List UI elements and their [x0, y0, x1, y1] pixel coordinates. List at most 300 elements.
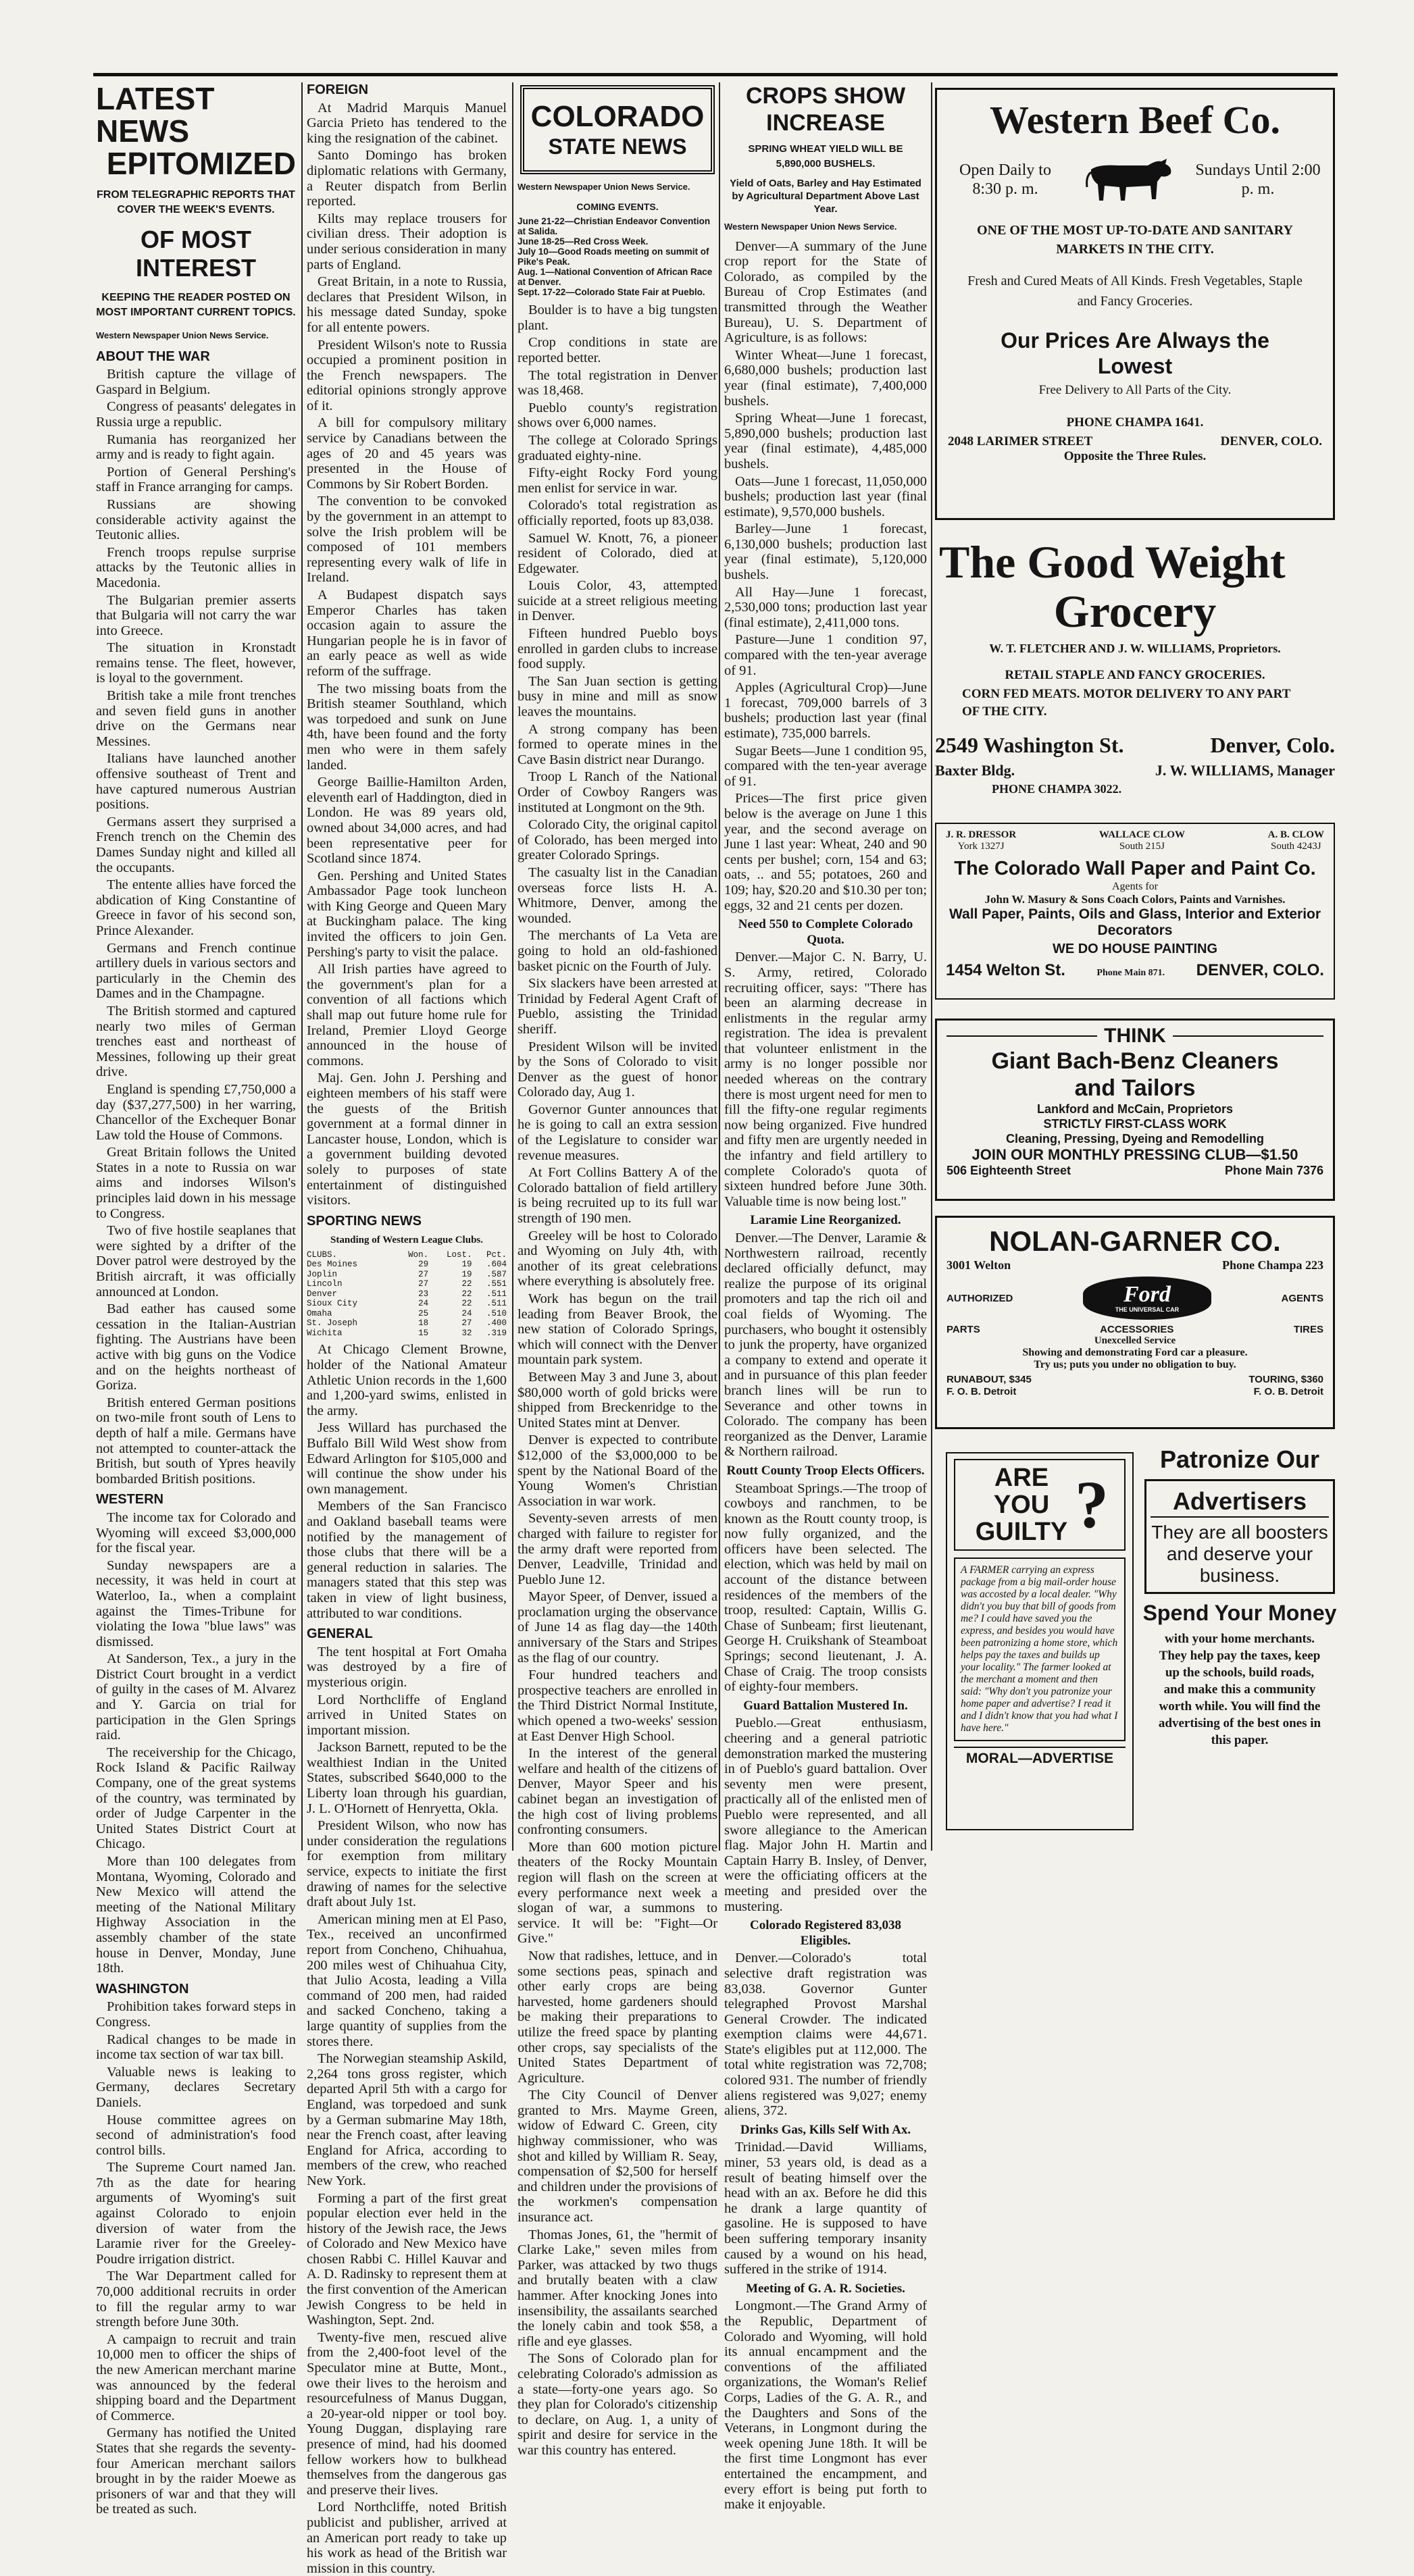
- news-item: More than 600 motion picture theaters of the Rocky Mountain region will flash on the screen at every performance next week a slogan of war, a summons to service. It will be: "Fight—Or Give.": [517, 1839, 717, 1947]
- headline-epitomized: EPITOMIZED: [106, 146, 296, 181]
- ad-spend-heading: Spend Your Money: [1142, 1601, 1337, 1625]
- news-item: The situation in Kronstadt remains tense. The fleet, however, is loyal to the government.: [96, 640, 296, 686]
- news-item: Louis Color, 43, attempted suicide at a street religious meeting in Denver.: [517, 578, 717, 624]
- news-item: Barley—June 1 forecast, 6,130,000 bushels; production last year (final estimate), 5,120,000 bushels.: [724, 521, 927, 583]
- news-item: Colorado's total registration as officially reported, foots up 83,038.: [517, 498, 717, 528]
- ad-grocery-bldg-row: [935, 762, 1335, 779]
- ford-logo-sub: THE UNIVERSAL CAR: [1115, 1306, 1180, 1313]
- coming-events-list: [517, 216, 717, 297]
- news-item: Valuable news is leaking to Germany, declares Secretary Daniels.: [96, 2064, 296, 2110]
- cell: 22: [461, 1279, 472, 1289]
- news-item: All Hay—June 1 forecast, 2,530,000 tons; production last year (final estimate), 2,411,000 tons.: [724, 584, 927, 630]
- cell: 32: [461, 1328, 472, 1338]
- news-item: Members of the San Francisco and Oakland baseball teams were notified by the management of those clubs that there will be a general reduction in salaries. The managers stated that this step was taken in view of light business, attributed to war conditions.: [307, 1499, 507, 1621]
- ad-guilty-story: A FARMER carrying an express package from a big mail-order house was accosted by a local dealer. "Why didn't you buy that bill of goods from me? I could have saved you the express, and besides you would have been patronizing a home store, which helps pay the taxes and builds up your locality." The farmer looked at the merchant a moment and then said: "Why don't you patronize your home paper and advertise? I read it and I didn't know that you had what I have here.": [954, 1557, 1126, 1741]
- news-item: Pueblo county's registration shows over 6,000 names.: [517, 400, 717, 431]
- ad-nolan-touring: [1248, 1374, 1323, 1398]
- cell: .551: [486, 1279, 507, 1289]
- subhead-gar-meeting: Meeting of G. A. R. Societies.: [746, 2281, 905, 2296]
- event-item: June 21-22—Christian Endeavor Convention at Salida.: [517, 216, 711, 237]
- news-item: The Sons of Colorado plan for celebrating Colorado's admission as a state—forty-one years ago. So they plan for Colorado's citizenship to declare, on Aug. 1, a unity of spirit and desire for service in the war this country has entered.: [517, 2351, 717, 2458]
- article-text: Denver.—The Denver, Laramie & Northwestern railroad, recently declared officially defunct, may realize the purpose of its original promoters and tap the rich oil and coal fields of Wyoming. The purchasers, who bought it ostensibly to junk the property, have organized a company to extend and operate it and in pursuance of this plan feeder branch lines will be run to Severance and other towns in Colorado. The company has been reorganized as the Denver, Laramie & Northern railroad.: [724, 1231, 927, 1460]
- standings-header: [307, 1250, 507, 1260]
- news-item: At Chicago Clement Browne, holder of the National Amateur Athletic Union records in the 1,600 and 1,200-yard swims, enlisted in the army.: [307, 1342, 507, 1418]
- ford-logo: [1083, 1277, 1211, 1320]
- ad-paint-name: The Colorado Wall Paper and Paint Co.: [954, 858, 1316, 879]
- news-item: The Bulgarian premier asserts that Bulgaria will not carry the war into Greece.: [96, 592, 296, 638]
- cell: 19: [461, 1260, 472, 1270]
- deck-spring-wheat: SPRING WHEAT YIELD WILL BE 5,890,000 BUSHELS.: [748, 143, 903, 170]
- column-colorado-state-news: [517, 82, 717, 2458]
- ad-beef-name: Western Beef Co.: [989, 98, 1281, 142]
- top-rule: [93, 73, 1338, 76]
- steer-icon: [1078, 149, 1179, 210]
- price-label: TOURING, $360: [1248, 1374, 1323, 1385]
- ad-beef-address-row: [948, 434, 1322, 449]
- news-item: Thomas Jones, 61, the "hermit of Clarke Lake," seven miles from Parker, was attacked by two thugs and brutally beaten with a claw hammer. After knocking Jones into insensibility, the assailants searched the lonely cabin and took $58, a rifle and eye glasses.: [517, 2227, 717, 2349]
- washington-items: [96, 1999, 296, 2517]
- news-item: Work has begun on the trail leading from Beaver Brook, the new station of Colorado Springs, which will connect with the Denver mountain park system.: [517, 1291, 717, 1368]
- ad-grocery-address: 2549 Washington St.: [935, 733, 1124, 757]
- ad-paint-address-row: [946, 961, 1324, 980]
- news-item: A strong company has been formed to operate mines in the Cave Basin district near Durango.: [517, 721, 717, 767]
- ad-grocery-address-row: [935, 733, 1335, 758]
- cell: 27: [461, 1318, 472, 1329]
- section-washington: WASHINGTON: [96, 1981, 189, 1997]
- ad-guilty-moral: MORAL—ADVERTISE: [954, 1747, 1126, 1767]
- news-item: Fifteen hundred Pueblo boys enrolled in garden clubs to increase food supply.: [517, 626, 717, 672]
- partner-phone: South 4243J: [1271, 841, 1321, 852]
- ad-bach-services: Cleaning, Pressing, Dyeing and Remodelling: [1005, 1132, 1265, 1145]
- news-item: At Sanderson, Tex., a jury in the District Court brought in a verdict of guilty in the cases of M. Alvarez and Y. Garcia on trial for participation in the Glen Springs raid.: [96, 1651, 296, 1743]
- sport-items: [307, 1342, 507, 1621]
- ad-patronize-heading: Patronize Our: [1159, 1445, 1320, 1473]
- ad-bach-name2: and Tailors: [1074, 1075, 1196, 1101]
- news-item: George Baillie-Hamilton Arden, eleventh earl of Haddington, died in London. He was 89 years old, owned about 34,000 acres, and had been representative peer for Scotland since 1874.: [307, 775, 507, 867]
- news-item: Fifty-eight Rocky Ford young men enlist for service in war.: [517, 465, 717, 496]
- news-item: Two of five hostile seaplanes that were sighted by a drifter of the Dover patrol were destroyed by the British aircraft, it was officially announced at London.: [96, 1223, 296, 1299]
- news-item: At Madrid Marquis Manuel Garcia Prieto has tendered to the king the resignation of the cabinet.: [307, 100, 507, 146]
- news-item: Greeley will be host to Colorado and Wyoming on July 4th, with another of its great celebrations where everything is absolutely free.: [517, 1228, 717, 1289]
- ad-bach-address-row: [946, 1164, 1323, 1178]
- cell: 18: [418, 1318, 429, 1329]
- ad-beef-phone: PHONE CHAMPA 1641.: [1066, 415, 1204, 430]
- news-item: Colorado City, the original capitol of Colorado, has been merged into greater Colorado Springs.: [517, 817, 717, 863]
- news-item: Prohibition takes forward steps in Congress.: [96, 1999, 296, 2030]
- war-items: [96, 367, 296, 1487]
- ad-nolan-showing: Showing and demonstrating Ford car a pleasure.: [1022, 1347, 1248, 1358]
- section-sporting-news: SPORTING NEWS: [307, 1213, 422, 1229]
- ad-nolan-parts-row: [946, 1324, 1323, 1335]
- news-item: A campaign to recruit and train 10,000 men to officer the ships of the new American merchant marine was announced by the federal shipping board and the Department of Commerce.: [96, 2332, 296, 2423]
- ad-beef-city: DENVER, COLO.: [1220, 434, 1322, 448]
- article-text: Steamboat Springs.—The troop of cowboys and ranchmen, to be known as the Routt county troop, is now fully organized, and the officers have been selected. The election, which was held by mail on account of the distance between residences of the members of the troop, resulted: Captain, Willis G. Chase of Sunbeam; first lieutenant, George H. Cruikshank of Steamboat Springs; second lieutenant, J. A. Chase of Craig. The troop consists of eighty-four members.: [724, 1480, 927, 1695]
- ad-nolan-try: Try us; puts you under no obligation to buy.: [1034, 1359, 1236, 1370]
- news-item: Santo Domingo has broken diplomatic relations with Germany, a Reuter dispatch from Berlin reported.: [307, 148, 507, 209]
- deck-keeping-posted: KEEPING THE READER POSTED ON MOST IMPORTANT CURRENT TOPICS.: [96, 292, 296, 318]
- event-item: Aug. 1—National Convention of African Race at Denver.: [517, 267, 713, 288]
- news-item: Spring Wheat—June 1 forecast, 5,890,000 bushels; production last year (final estimate), 4,485,000 bushels.: [724, 411, 927, 471]
- partner-phone: York 1327J: [957, 841, 1005, 852]
- standings-table: [307, 1250, 507, 1339]
- news-item: Pasture—June 1 condition 97, compared with the ten-year average of 91.: [724, 632, 927, 678]
- news-item: The college at Colorado Springs graduated eighty-nine.: [517, 432, 717, 463]
- news-item: Troop L Ranch of the National Order of Cowboy Rangers was instituted at Longmont on the 9th.: [517, 769, 717, 815]
- ad-paint-house: WE DO HOUSE PAINTING: [1052, 942, 1218, 956]
- ad-patronize-box: [1144, 1479, 1335, 1594]
- ad-paint-partner: [946, 829, 1016, 852]
- deck-telegraphic: FROM TELEGRAPHIC REPORTS THAT COVER THE WEEK'S EVENTS.: [97, 189, 295, 215]
- news-item: All Irish parties have agreed to the government's plan for a convention of all factions which shall map out future home rule for Ireland, Premier Lloyd George announced in the house of commons.: [307, 962, 507, 1068]
- ad-beef-prices: Our Prices Are Always the Lowest: [1001, 328, 1269, 378]
- news-item: Samuel W. Knott, 76, a pioneer resident of Colorado, died at Edgewater.: [517, 530, 717, 576]
- news-item: British take a mile front trenches and seven field guns in another drive on the Germans near Messines.: [96, 688, 296, 749]
- cell: .511: [486, 1289, 507, 1299]
- masthead-colorado-state-news: [520, 85, 715, 174]
- news-item: The total registration in Denver was 18,468.: [517, 367, 717, 398]
- event-item: June 18-25—Red Cross Week.: [517, 236, 649, 247]
- column-rule: [301, 82, 303, 1851]
- column-crops: [724, 82, 927, 2513]
- news-item: Oats—June 1 forecast, 11,050,000 bushels; production last year (final estimate), 9,570,000 bushels.: [724, 473, 927, 519]
- cell: .510: [486, 1308, 507, 1318]
- news-item: Italians have launched another offensive southeast of Trent and have captured numerous Austrian positions.: [96, 751, 296, 813]
- news-item: Winter Wheat—June 1 forecast, 6,680,000 bushels; production last year (final estimate), 7,400,000 bushels.: [724, 347, 927, 409]
- news-item: Jackson Barnett, reputed to be the wealthiest Indian in the United States, subscribed $640,000 to the Liberty loan through his guardian, J. L. O'Hornett of Henryetta, Okla.: [307, 1740, 507, 1816]
- news-item: Four hundred teachers and prospective teachers are enrolled in the Third District Normal Institute, which opened a two-weeks' session at East Denver High School.: [517, 1668, 717, 1744]
- cell: 27: [418, 1279, 429, 1289]
- header-cell: CLUBS.: [307, 1250, 338, 1260]
- table-row: [307, 1289, 507, 1299]
- subhead-need-550: Need 550 to Complete Colorado Quota.: [738, 917, 913, 947]
- column-latest-news: [96, 81, 296, 2517]
- ad-bach-phone: Phone Main 7376: [1224, 1164, 1323, 1177]
- ad-grocery-city: Denver, Colo.: [1210, 733, 1335, 757]
- price-fob: F. O. B. Detroit: [946, 1386, 1017, 1397]
- ad-bach-benz-cleaners: [935, 1019, 1335, 1201]
- ad-nolan-address-row: [946, 1258, 1323, 1272]
- cell: 15: [418, 1328, 429, 1338]
- deck-yield: Yield of Oats, Barley and Hay Estimated by Agricultural Department Above Last Year.: [730, 178, 921, 215]
- ad-paint-city: DENVER, COLO.: [1196, 961, 1324, 979]
- headline-of-most-interest: OF MOST INTEREST: [135, 226, 256, 282]
- ad-grocery-owners: W. T. FLETCHER AND J. W. WILLIAMS, Proprietors.: [989, 642, 1281, 655]
- event-item: July 10—Good Roads meeting on summit of Pike's Peak.: [517, 247, 709, 267]
- subhead-guard-battalion: Guard Battalion Mustered In.: [743, 1698, 908, 1713]
- cell: .400: [486, 1318, 507, 1329]
- article-text: Longmont.—The Grand Army of the Republic, Department of Colorado and Wyoming, will hold its annual encampment and the conventions of the affiliated organizations, the Woman's Relief Corps, Ladies of the G. A. R., and the Daughters and Sons of the Veterans, in Longmont during the week opening June 18th. It will be the first time Longmont has ever entertained the encampment, and every effort is being put forth to make it enjoyable.: [724, 2298, 927, 2513]
- cell: 24: [461, 1308, 472, 1318]
- ad-nolan-ford-row: [946, 1277, 1323, 1320]
- ad-patronize-body: They are all boosters and deserve your business.: [1151, 1522, 1328, 1586]
- ad-guilty-heading: [954, 1459, 1126, 1551]
- news-item: The receivership for the Chicago, Rock Island & Pacific Railway Company, one of the great systems of the country, was terminated by order of Judge Carpenter in the United States District Court at Chicago.: [96, 1745, 296, 1852]
- news-item: Between May 3 and June 3, about $80,000 worth of gold bricks were shipped from Breckenridge to the United States mint at Denver.: [517, 1369, 717, 1431]
- news-item: Great Britain follows the United States in a note to Russia on war aims and indorses Wilson's principles laid down in his message to Congress.: [96, 1145, 296, 1221]
- ad-guilty-question: ARE YOU GUILTY: [975, 1464, 1068, 1546]
- ad-beef-opposite: Opposite the Three Rules.: [1063, 449, 1207, 463]
- coming-events-heading: COMING EVENTS.: [576, 201, 659, 212]
- ad-western-beef: [935, 88, 1335, 520]
- ad-nolan-unexcelled: Unexcelled Service: [1094, 1335, 1176, 1346]
- ad-nolan-authorized: AUTHORIZED: [946, 1292, 1013, 1304]
- news-item: The tent hospital at Fort Omaha was destroyed by a fire of mysterious origin.: [307, 1644, 507, 1690]
- section-foreign: FOREIGN: [307, 82, 369, 97]
- ford-logo-text: Ford: [1123, 1282, 1171, 1307]
- ad-grocery-bldg: Baxter Bldg.: [935, 762, 1015, 779]
- ad-nolan-name: NOLAN-GARNER CO.: [989, 1225, 1281, 1257]
- article-text: Trinidad.—David Williams, miner, 53 years old, is dead as a result of beating himself over the head with an ax. Before he did this he drank a large quantity of gasoline. He is supposed to have been suffering temporary insanity caused by a wound on his head, suffered in the strike of 1914.: [724, 2140, 927, 2277]
- cell: 24: [418, 1299, 429, 1309]
- news-item: Apples (Agricultural Crop)—June 1 forecast, 709,000 barrels of 3 bushels; production last year (final estimate), 735,000 barrels.: [724, 680, 927, 741]
- ad-grocery-line2: Grocery: [1053, 586, 1217, 637]
- cell: Wichita: [307, 1328, 343, 1338]
- ad-nolan-runabout: [946, 1374, 1032, 1398]
- news-item: Boulder is to have a big tungsten plant.: [517, 303, 717, 333]
- news-item: The convention to be convoked by the government in an attempt to solve the Irish problem will be composed of 101 members representing every walk of life in Ireland.: [307, 494, 507, 586]
- column-foreign-general: [307, 82, 507, 2576]
- cell: Denver: [307, 1289, 338, 1299]
- ad-good-weight-grocery: [935, 538, 1335, 805]
- news-item: Germany has notified the United States that she regards the seventy-four American merchant sailors brought in by the raider Moewe as prisoners of war and that they will be treated as such.: [96, 2425, 296, 2517]
- article-text: Pueblo.—Great enthusiasm, cheering and a general patriotic demonstration marked the mustering in of Pueblo's guard battalion. Over seventy men were present, practically all of the enlisted men of Pueblo were represented, and all swore allegiance to the American flag. Major John H. Martin and Captain Harry B. Insley, of Denver, were the officiating officers at the meeting and presided over the mustering.: [724, 1716, 927, 1914]
- news-item: At Fort Collins Battery A of the Colorado battalion of field artillery is being recruited up to its full war strength of 190 men.: [517, 1165, 717, 1227]
- news-item: Germans assert they surprised a French trench on the Chemin des Dames Sunday night and killed all the occupants.: [96, 814, 296, 875]
- news-item: The two missing boats from the British steamer Southland, which was torpedoed and sunk on June 4th, have been found and the forty men who were in them safely landed.: [307, 681, 507, 773]
- ad-are-you-guilty: [946, 1452, 1134, 1830]
- ad-beef-tagline: ONE OF THE MOST UP-TO-DATE AND SANITARY MARKETS IN THE CITY.: [977, 223, 1293, 257]
- ad-nolan-phone: Phone Champa 223: [1221, 1258, 1323, 1272]
- ad-grocery-manager: J. W. WILLIAMS, Manager: [1155, 762, 1335, 779]
- partner-name: J. R. DRESSOR: [946, 829, 1017, 840]
- ad-paint-phone: Phone Main 871.: [1096, 968, 1165, 978]
- ad-nolan-parts: PARTS: [946, 1324, 980, 1335]
- news-item: House committee agrees on second of administration's food control bills.: [96, 2112, 296, 2158]
- ad-nolan-address: 3001 Welton: [946, 1258, 1011, 1272]
- news-item: President Wilson will be invited by the Sons of Colorado to visit Denver as the guest of honor Colorado day, Aug 1.: [517, 1039, 717, 1100]
- news-service-credit: Western Newspaper Union News Service.: [96, 330, 269, 340]
- cell: Sioux City: [307, 1299, 358, 1309]
- partner-name: WALLACE CLOW: [1099, 829, 1185, 840]
- article-text: Denver.—Major C. N. Barry, U. S. Army, retired, Colorado recruiting officer, says: "There has been an alarming decrease in enlistments in the regular army registration. The idea is prevalent that volunteer enlistment in the army is no longer possible nor needed whereas on the contrary there is most urgent need for men to fill the fifty-one regular regiments now being organized. Five hundred and fifty men are urgently needed in the infantry and field artillery to complete Colorado's quota of sixteen hundred before June 30th. Valuable time is now being lost.": [724, 950, 927, 1209]
- ad-beef-sundays: Sundays Until 2:00 p. m.: [1195, 161, 1321, 198]
- ad-bach-think-row: [946, 1025, 1323, 1048]
- news-service-credit: Western Newspaper Union News Service.: [724, 222, 897, 232]
- header-cell: Won.: [408, 1250, 429, 1260]
- ad-bach-address: 506 Eighteenth Street: [946, 1164, 1071, 1177]
- news-item: England is spending £7,750,000 a day ($37,277,500) in her warring, Chancellor of the Exchequer Bonar Law told the House of Commons.: [96, 1081, 296, 1143]
- ad-beef-open: Open Daily to 8:30 p. m.: [959, 161, 1051, 198]
- column-rule: [931, 82, 932, 1851]
- news-item: Governor Gunter announces that he is going to call an extra session of the Legislature to consider war revenue measures.: [517, 1102, 717, 1163]
- ad-paint-partners: [946, 829, 1324, 852]
- news-item: American mining men at El Paso, Tex., received an unconfirmed report from Concheno, Chihuahua, 200 miles west of Chihuahua City, that Julio Acosta, leading a Villa command of 200 men, had raided and sacked Concheno, taking a large quantity of supplies from the stores there.: [307, 1911, 507, 2049]
- news-item: The Supreme Court named Jan. 7th as the date for hearing arguments of Wyoming's suit against Colorado to enjoin diversion of water from the Laramie river for the Greeley-Poudre irrigation district.: [96, 2160, 296, 2267]
- news-item: Denver—A summary of the June crop report for the State of Colorado, as compiled by the Bureau of Crop Estimates (and transmitted through the Weather Bureau), U. S. Department of Agriculture, is as follows:: [724, 238, 927, 346]
- news-item: A bill for compulsory military service by Canadians between the ages of 20 and 45 years was presented in the House of Commons by Sir Robert Borden.: [307, 415, 507, 492]
- table-row: [307, 1260, 507, 1270]
- section-about-the-war: ABOUT THE WAR: [96, 349, 210, 364]
- section-western: WESTERN: [96, 1492, 163, 1508]
- ad-patronize-advertisers: Advertisers: [1151, 1487, 1329, 1518]
- state-news-items: [517, 303, 717, 2458]
- news-item: Gen. Pershing and United States Ambassador Page took luncheon with King George and Queen Mary at Buckingham palace. The king invited the officers to join Gen. Pershing's party to visit the palace.: [307, 868, 507, 960]
- news-service-credit: Western Newspaper Union News Service.: [517, 182, 690, 192]
- news-item: The casualty list in the Canadian overseas force lists H. A. Whitmore, Denver, among the wounded.: [517, 865, 717, 926]
- cell: .587: [486, 1269, 507, 1279]
- cell: Joplin: [307, 1269, 338, 1279]
- headline-crops-show-increase: CROPS SHOW INCREASE: [745, 83, 906, 136]
- news-item: Forming a part of the first great popular election ever held in the history of the Jewish race, the Jews of Colorado and New Mexico have chosen Rabbi C. Hillel Kauvar and A. D. Radinsky to represent them at the first convention of the American Jewish Congress to be held in Washington, Sept. 2nd.: [307, 2190, 507, 2328]
- news-item: Lord Northcliffe, noted British publicist and publisher, arrived at an American port ready to take up his work as head of the British war mission in this country.: [307, 2500, 507, 2576]
- headline-latest-news: LATEST NEWS: [96, 81, 215, 149]
- general-items: [307, 1645, 507, 2576]
- news-item: Twenty-five men, rescued alive from the 2,400-foot level of the Speculator mine at Butte, Mont., owe their lives to the heroism and resourcefulness of Manus Duggan, a 20-year-old nipper or tool boy. Young Duggan, displaying rare presence of mind, had his doomed fellow workers how to bulkhead themselves from the dangerous gas and preserve their lives.: [307, 2329, 507, 2498]
- table-row: [307, 1329, 507, 1339]
- news-item: In the interest of the general welfare and health of the citizens of Denver, Mayor Speer and his cabinet began an investigation of the high cost of living problems confronting consumers.: [517, 1746, 717, 1838]
- cell: Des Moines: [307, 1260, 358, 1270]
- subhead-drinks-gas: Drinks Gas, Kills Self With Ax.: [740, 2122, 911, 2137]
- news-item: Great Britain, in a note to Russia, declares that President Wilson, in his message dated Sunday, spoke for all entente powers.: [307, 274, 507, 335]
- news-item: Congress of peasants' delegates in Russia urge a republic.: [96, 399, 296, 430]
- foreign-items: [307, 101, 507, 1208]
- news-item: The San Juan section is getting busy in mine and mill as snow leaves the mountains.: [517, 673, 717, 720]
- subhead-registered-eligibles: Colorado Registered 83,038 Eligibles.: [750, 1918, 901, 1948]
- cell: St. Joseph: [307, 1318, 358, 1329]
- cell: .604: [486, 1260, 507, 1270]
- news-item: A Budapest dispatch says Emperor Charles has taken occasion again to assure the Hungarian people he is in favor of an early peace as well as wide reform of the suffrage.: [307, 588, 507, 679]
- ad-patronize: [1142, 1445, 1338, 1837]
- subhead-laramie: Laramie Line Reorganized.: [750, 1213, 901, 1228]
- ad-nolan-accessories: ACCESSORIES: [1100, 1324, 1174, 1335]
- standings-title: Standing of Western League Clubs.: [330, 1235, 483, 1246]
- ad-grocery-retail: RETAIL STAPLE AND FANCY GROCERIES.: [1005, 668, 1265, 682]
- news-item: Maj. Gen. John J. Pershing and eighteen members of his staff were the guests of the British government at a formal dinner in Lancaster house, London, which is a government building devoted solely to purposes of state entertainment of distinguished visitors.: [307, 1071, 507, 1208]
- ad-spend-body: with your home merchants. They help pay the taxes, keep up the schools, build roads, and make this a community worth while. You will find the advertising of the best ones in this paper.: [1158, 1632, 1321, 1747]
- cell: 23: [418, 1289, 429, 1299]
- news-item: Denver is expected to contribute $12,000 of the $3,000,000 to be spent by the National Board of the Young Women's Christian Association in war work.: [517, 1433, 717, 1509]
- divider: [1173, 1035, 1323, 1037]
- ad-paint-wall: Wall Paper, Paints, Oils and Glass, Interior and Exterior Decorators: [949, 906, 1321, 938]
- ad-grocery-phone: PHONE CHAMPA 3022.: [992, 782, 1122, 796]
- ad-paint-partner: [1268, 829, 1324, 852]
- cell: .319: [486, 1328, 507, 1338]
- ad-beef-hours-row: [948, 149, 1322, 210]
- news-item: Radical changes to be made in income tax section of war tax bill.: [96, 2032, 296, 2063]
- masthead-line-1: COLORADO: [530, 100, 705, 133]
- news-item: More than 100 delegates from Montana, Wyoming, Colorado and New Mexico will attend the meeting of the National Military Highway Association in the assembly chamber of the state house in Denver, Monday, June 18th.: [96, 1854, 296, 1976]
- news-item: Germans and French continue artillery duels in various sectors and particularly in the Chemin des Dames and in the Champagne.: [96, 940, 296, 1002]
- cell: 25: [418, 1308, 429, 1318]
- news-item: Six slackers have been arrested at Trinidad by Federal Agent Craft of Pueblo, assisting the Trinidad sheriff.: [517, 976, 717, 1037]
- ad-grocery-line1: The Good Weight: [939, 536, 1286, 588]
- ad-nolan-prices-row: [946, 1374, 1323, 1398]
- ad-bach-strict: STRICTLY FIRST-CLASS WORK: [1043, 1117, 1227, 1131]
- ad-nolan-garner: [935, 1216, 1335, 1429]
- header-cell: Lost.: [446, 1250, 472, 1260]
- article-text: Denver.—Colorado's total selective draft registration was 83,038. Governor Gunter telegraphed Provost Marshal General Crowder. The indicated exemption claims were 44,671. State's eligibles put at 112,000. The total white registration was 72,708; colored 931. The number of friendly aliens registered was 9,027; enemy aliens, 372.: [724, 1951, 927, 2119]
- ad-nolan-tires: TIRES: [1293, 1324, 1323, 1335]
- cell: 29: [418, 1260, 429, 1270]
- column-rule: [512, 82, 513, 1851]
- ad-bach-name1: Giant Bach-Benz Cleaners: [991, 1048, 1279, 1074]
- western-items: [96, 1510, 296, 1976]
- ad-nolan-agents: AGENTS: [1281, 1292, 1323, 1304]
- news-item: The Norwegian steamship Askild, 2,264 tons gross register, which departed April 5th with a cargo for England, was torpedoed and sunk by a German submarine May 18th, near the French coast, after leaving England for Africa, according to members of the crew, who reached New York.: [307, 2051, 507, 2188]
- news-item: The income tax for Colorado and Wyoming will exceed $3,000,000 for the fiscal year.: [96, 1510, 296, 1556]
- news-item: The City Council of Denver granted to Mrs. Mayme Green, widow of Edward C. Green, city highway commissioner, who was shot and killed by William R. Seay, compensation of $2,500 for herself and children under the provisions of the workmen's compensation insurance act.: [517, 2088, 717, 2225]
- news-item: The War Department called for 70,000 additional recruits in order to fill the regular army to war strength before June 30th.: [96, 2269, 296, 2330]
- news-item: Russians are showing considerable activity against the Teutonic allies.: [96, 496, 296, 543]
- ad-bach-club: JOIN OUR MONTHLY PRESSING CLUB—$1.50: [971, 1146, 1298, 1163]
- ad-grocery-corn: CORN FED MEATS. MOTOR DELIVERY TO ANY PART OF THE CITY.: [962, 687, 1291, 719]
- column-rule: [719, 82, 720, 1851]
- news-item: Mayor Speer, of Denver, issued a proclamation urging the observance of June 14 as flag day—the 140th anniversary of the Stars and Stripes as the flag of our country.: [517, 1589, 717, 1666]
- news-item: Kilts may replace trousers for civilian dress. Their adoption is under serious consideration in many parts of England.: [307, 211, 507, 272]
- news-item: Prices—The first price given below is the average on June 1 this year, and the second average on June 1 last year: Wheat, 240 and 90 cents per bushel; corn, 154 and 63; oats, .. and 55; potatoes, 260 and 109; hay, $20.20 and $10.30 per ton; eggs, 32 and 21 cents per dozen.: [724, 791, 927, 913]
- ad-beef-meats: Fresh and Cured Meats of All Kinds. Fresh Vegetables, Staple and Fancy Groceries.: [967, 274, 1303, 309]
- news-item: Now that radishes, lettuce, and in some sections peas, spinach and other early crops are being harvested, home gardeners should be making their preparations to utilize the freed space by planting other crops, say specialists of the United States Department of Agriculture.: [517, 1948, 717, 2086]
- ad-paint-partner: [1099, 829, 1185, 852]
- news-item: Sunday newspapers are a necessity, it was held in court at Waterloo, Ia., when a complaint against the Times-Tribune for violating the Iowa "blue laws" was dismissed.: [96, 1557, 296, 1649]
- cell: 19: [461, 1269, 472, 1279]
- table-row: [307, 1299, 507, 1309]
- table-row: [307, 1270, 507, 1280]
- news-item: British capture the village of Gaspard in Belgium.: [96, 367, 296, 397]
- divider: [946, 1035, 1097, 1037]
- news-item: Sugar Beets—June 1 condition 95, compared with the ten-year average of 91.: [724, 743, 927, 789]
- table-row: [307, 1309, 507, 1319]
- subhead-routt-county: Routt County Troop Elects Officers.: [726, 1463, 925, 1478]
- question-mark-icon: ?: [1075, 1467, 1109, 1542]
- header-cell: Pct.: [486, 1250, 507, 1260]
- cell: 22: [461, 1299, 472, 1309]
- ad-paint-agents: Agents for: [1112, 881, 1158, 892]
- news-item: Bad eather has caused some cessation in the Italian-Austrian fighting. The Austrians have been active with big guns on the Vodice and on the heights northeast of Goriza.: [96, 1302, 296, 1393]
- news-item: British entered German positions on two-mile front south of Lens to depth of half a mile. Germans have not attempted to counter-attack the British, but south of Ypres heavily bombarded British positions.: [96, 1395, 296, 1487]
- news-item: Portion of General Pershing's staff in France arranging for camps.: [96, 464, 296, 495]
- news-item: French troops repulse surprise attacks by the Teutonic allies in Macedonia.: [96, 544, 296, 590]
- ad-paint-masury: John W. Masury & Sons Coach Colors, Paints and Varnishes.: [984, 893, 1286, 906]
- news-item: The British stormed and captured nearly two miles of German trenches east and northeast of Messines, following up their great drive.: [96, 1003, 296, 1080]
- ad-colorado-wall-paper: [935, 823, 1335, 1000]
- cell: Omaha: [307, 1308, 332, 1318]
- partner-name: A. B. CLOW: [1267, 829, 1324, 840]
- cell: .511: [486, 1299, 507, 1309]
- news-item: Lord Northcliffe of England arrived in United States on important mission.: [307, 1692, 507, 1738]
- news-item: The merchants of La Veta are going to hold an old-fashioned basket picnic on the Fourth of July.: [517, 928, 717, 974]
- table-row: [307, 1279, 507, 1289]
- event-item: Sept. 17-22—Colorado State Fair at Pueblo.: [517, 287, 705, 298]
- crop-report: [724, 239, 927, 914]
- masthead-line-2: STATE NEWS: [548, 134, 687, 159]
- section-general: GENERAL: [307, 1626, 373, 1642]
- ad-beef-address: 2048 LARIMER STREET: [948, 434, 1093, 448]
- news-item: President Wilson's note to Russia occupied a prominent position in the French newspapers. The editorial opinions strongly approve of it.: [307, 337, 507, 413]
- price-label: RUNABOUT, $345: [946, 1374, 1032, 1385]
- news-item: Crop conditions in state are reported better.: [517, 335, 717, 365]
- news-item: Rumania has reorganized her army and is ready to fight again.: [96, 432, 296, 463]
- ad-bach-owners: Lankford and McCain, Proprietors: [1036, 1102, 1234, 1116]
- ad-beef-delivery: Free Delivery to All Parts of the City.: [1038, 383, 1232, 397]
- news-item: The entente allies have forced the abdication of King Constantine of Greece in favor of his second son, Prince Alexander.: [96, 877, 296, 938]
- news-item: Seventy-seven arrests of men charged with failure to register for the army draft were reported from Denver, Leadville, Trinidad and Pueblo June 12.: [517, 1511, 717, 1587]
- partner-phone: South 215J: [1119, 841, 1165, 852]
- table-row: [307, 1318, 507, 1329]
- price-fob: F. O. B. Detroit: [1253, 1386, 1323, 1397]
- cell: Lincoln: [307, 1279, 343, 1289]
- news-item: President Wilson, who now has under consideration the regulations for exemption from military service, expects to initiate the first drawing of names for the selective draft about July 1st.: [307, 1818, 507, 1910]
